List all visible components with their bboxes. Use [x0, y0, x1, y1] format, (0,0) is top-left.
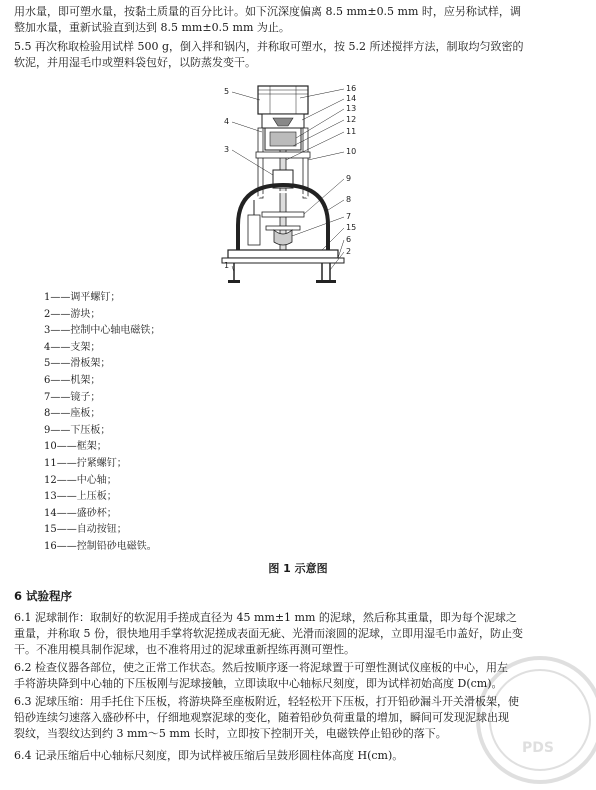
callout-3: 3 — [224, 145, 230, 154]
legend-item: 16——控制铅砂电磁铁。 — [44, 540, 157, 552]
section-6-2-line: 手将游块降到中心轴的下压板刚与泥球接触，立即读取中心轴标尺刻度，即为试样初始高度 D(cm)。 — [14, 677, 503, 690]
callout-10: 10 — [346, 147, 357, 156]
legend-item: 1——调平螺钉； — [44, 292, 121, 303]
callout-12: 12 — [346, 115, 357, 124]
legend-item: 12——中心轴； — [44, 474, 117, 486]
section-6-1-line: 重量，并称取 5 份，很快地用手掌将软泥搓成表面无疵、光滑而滚圆的泥球，立即用湿毛巾盖好，防止变 — [14, 627, 523, 640]
figure-caption: 图 1 示意图 — [268, 562, 328, 575]
callout-16: 16 — [346, 84, 357, 93]
callout-13: 13 — [346, 104, 357, 113]
legend-item: 10——框架； — [44, 441, 107, 453]
callout-8: 8 — [346, 195, 352, 204]
callout-9: 9 — [346, 174, 352, 183]
watermark-stamp — [440, 640, 596, 790]
legend-item: 13——上压板； — [44, 491, 117, 503]
section-5-5-line: 5.5 再次称取检验用试样 500 g，倒入拌和锅内，并称取可塑水，按 5.2 所述搅拌方法，制取均匀致密的 — [14, 40, 524, 53]
section-6-3-line: 裂纹，当裂纹达到约 3 mm～5 mm 长时，立即按下控制开关，电磁铁停止铅砂的落下。 — [14, 727, 447, 740]
paragraph-line: 用水量，即可塑水量，按黏土质量的百分比计。如下沉深度偏离 8.5 mm±0.5 mm 时，应另称试样，调 — [14, 5, 521, 18]
watermark-text: PDS — [522, 740, 554, 756]
legend-item: 8——座板； — [44, 408, 101, 420]
callout-2: 2 — [346, 247, 352, 256]
figure-legend — [44, 290, 160, 556]
section-6-3-line: 铅砂连续匀速落入盛砂杯中，仔细地观察泥球的变化，随着铅砂负荷重量的增加，瞬间可发现泥球出现 — [14, 711, 509, 724]
section-6-3-line: 6.3 泥球压缩：用手托住下压板，将游块降至座板附近，轻轻松开下压板，打开铅砂漏斗开关滑板架，使 — [14, 695, 519, 708]
callout-14: 14 — [346, 94, 357, 103]
section-6-2-line: 6.2 检查仪器各部位，使之正常工作状态。然后按顺序逐一将泥球置于可塑性测试仪座板的中心，用左 — [14, 661, 508, 674]
legend-item: 7——镜子； — [44, 391, 101, 403]
legend-item: 14——盛砂杯； — [44, 507, 117, 519]
callout-5: 5 — [224, 87, 230, 96]
legend-item: 6——机架； — [44, 374, 101, 386]
legend-item: 5——滑板架； — [44, 358, 111, 370]
apparatus-diagram — [218, 80, 368, 295]
legend-item: 3——控制中心轴电磁铁； — [44, 325, 161, 337]
legend-item: 4——支架； — [44, 341, 101, 353]
paragraph-line: 整加水量，重新试验直到达到 8.5 mm±0.5 mm 为止。 — [14, 21, 290, 34]
legend-item: 11——拧紧螺钉； — [44, 457, 127, 469]
legend-item: 15——自动按钮； — [44, 524, 127, 536]
section-6-4-line: 6.4 记录压缩后中心轴标尺刻度，即为试样被压缩后呈鼓形圆柱体高度 H(cm)。 — [14, 749, 404, 762]
callout-11: 11 — [346, 127, 357, 136]
legend-item: 2——游块； — [44, 308, 101, 320]
callout-4: 4 — [224, 117, 230, 126]
callout-1: 1 — [224, 261, 230, 270]
paragraph-line: 软泥，并用湿毛巾或塑料袋包好，以防蒸发变干。 — [14, 56, 256, 69]
callout-7: 7 — [346, 212, 352, 221]
callout-15: 15 — [346, 223, 357, 232]
section-heading: 6 试验程序 — [14, 589, 73, 603]
section-6-1-line: 6.1 泥球制作：取制好的软泥用手搓成直径为 45 mm±1 mm 的泥球，然后称其重量，即为每个泥球之 — [14, 611, 517, 624]
section-6-1-line: 干。不准用模具制作泥球，也不准将用过的泥球重新捏练再测可塑性。 — [14, 643, 355, 656]
callout-6: 6 — [346, 235, 352, 244]
legend-item: 9——下压板； — [44, 424, 111, 436]
